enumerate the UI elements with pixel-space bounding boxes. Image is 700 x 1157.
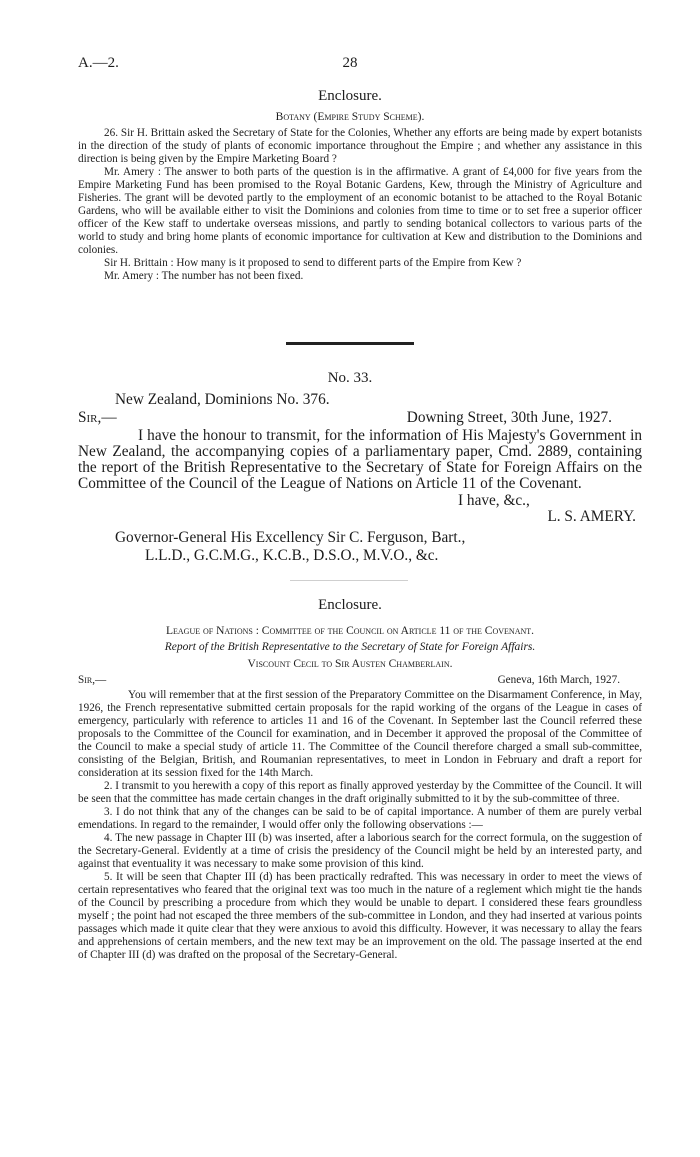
letter-paragraph-5: 5. It will be seen that Chapter III (d) has been practically redrafted. This was necessary in order to meet the views of certain representatives who feared that the original text was too much in the nature of a reglement which might tie the hands of the Council by prescribing a procedure from which they would be unable to depart. I considered these fears groundless myself ; the point had not escaped the three members of the sub-committee in London, and they had inserted at various points passages which made it quite clear that they were anxious to avoid this difficulty. However, it was necessary to allay the fears and apprehensions of certain members, and the new text may be an improvement on the old. The passage inserted at the end of Chapter III (d) was drafted on the proposal of the Secretary-General.: [78, 871, 642, 961]
enclosure-2-report-title: Report of the British Representative to the Secretary of State for Foreign Affairs.: [164, 641, 536, 653]
followup-answer: Mr. Amery : The number has not been fixed.: [104, 270, 304, 282]
light-divider: [290, 580, 408, 581]
addressee-line-2: L.L.D., G.C.M.G., K.C.B., D.S.O., M.V.O., &c.: [145, 547, 439, 564]
page-number: 28: [342, 55, 358, 71]
despatch-closing: I have, &c.,: [458, 492, 530, 509]
question-paragraph: 26. Sir H. Brittain asked the Secretary of State for the Colonies, Whether any efforts are being made by expert botanists in the direction of the study of plants of economic importance throughout the Empire ; and whether any assistance in this direction is being given by the Empire Marketing Board ?: [78, 127, 642, 165]
despatch-salutation: Sir,—: [78, 409, 117, 426]
letter-place-date: Geneva, 16th March, 1927.: [497, 674, 620, 686]
letter-body: [78, 689, 642, 962]
despatch-body-text: I have the honour to transmit, for the information of His Majesty's Government in New Zealand, the accompanying copies of a parliamentary paper, Cmd. 2889, containing the report of the British Representative to the Secretary of State for Foreign Affairs on the Committee of the Council of the League of Nations on Article 11 of the Covenant.: [78, 427, 642, 492]
despatch-number: No. 33.: [327, 370, 373, 386]
enclosure-body: [78, 127, 642, 283]
enclosure-2-heading: Enclosure.: [318, 597, 382, 613]
page-reference: A.—2.: [78, 55, 119, 71]
despatch-header-row: [78, 410, 642, 426]
letter-salutation: Sir,—: [78, 674, 107, 686]
despatch-body: [78, 428, 642, 492]
letter-paragraph-4: 4. The new passage in Chapter III (b) was inserted, after a laborious search for the correct formula, on the suggestion of the Secretary-General. Evidently at a time of crisis the presidency of the Council might be held by an interested party, and against that eventuality it was necessary to make some provision of this kind.: [78, 832, 642, 870]
letter-paragraph-2: 2. I transmit to you herewith a copy of this report as finally approved yesterday by the Committee of the Council. It will be seen that the committee has made certain changes in the draft originally submitted to it by the sub-committee of three.: [78, 780, 642, 805]
enclosure-subheading: Botany (Empire Study Scheme).: [275, 111, 425, 123]
enclosure-heading: Enclosure.: [318, 88, 382, 104]
answer-paragraph: Mr. Amery : The answer to both parts of the question is in the affirmative. A grant of £4,000 for five years from the Empire Marketing Fund has been promised to the Royal Botanic Gardens, Kew, through the Ministry of Agriculture and Fisheries. The grant will be devoted partly to the employment of an economic botanist to be attached to the Royal Botanic Gardens, who will be available either to visit the Dominions and colonies from time to time or to set free a superior officer officer of the Kew staff to undertake overseas missions, and partly to sending botanical collectors to various parts of the world to study and bring home plants of economic importance for cultivation at Kew and distribution to the Dominions and colonies.: [78, 166, 642, 256]
despatch-signature: L. S. AMERY.: [547, 508, 636, 525]
despatch-reference: New Zealand, Dominions No. 376.: [115, 391, 330, 408]
enclosure-2-title: League of Nations : Committee of the Council on Article 11 of the Covenant.: [165, 625, 535, 637]
despatch-place-date: Downing Street, 30th June, 1927.: [406, 409, 612, 426]
section-divider: [286, 342, 414, 345]
enclosure-2-header-row: [78, 674, 642, 687]
letter-paragraph-1: You will remember that at the first session of the Preparatory Committee on the Disarmament Conference, in May, 1926, the French representative submitted certain proposals for the rapid working of the organs of the League in cases of emergency, particularly with reference to articles 11 and 16 of the Covenant. In September last the Council referred these proposals to the Committee of the Council for examination, and in December it approved the proposal of the Committee of the Council to make a special study of article 11. The Committee of the Council therefore charged a small sub-committee, consisting of the Belgian, British, and Roumanian representatives, to meet in London in February and draft a report for consideration at its session fixed for the 14th March.: [78, 689, 642, 779]
followup-question: Sir H. Brittain : How many is it proposed to send to different parts of the Empire from Kew ?: [104, 257, 522, 269]
letter-paragraph-3: 3. I do not think that any of the changes can be said to be of capital importance. A number of them are purely verbal emendations. In regard to the remainder, I would offer only the following observations :—: [78, 806, 642, 831]
addressee-line-1: Governor-General His Excellency Sir C. Ferguson, Bart.,: [115, 529, 466, 546]
enclosure-2-correspondents: Viscount Cecil to Sir Austen Chamberlain.: [247, 658, 453, 670]
